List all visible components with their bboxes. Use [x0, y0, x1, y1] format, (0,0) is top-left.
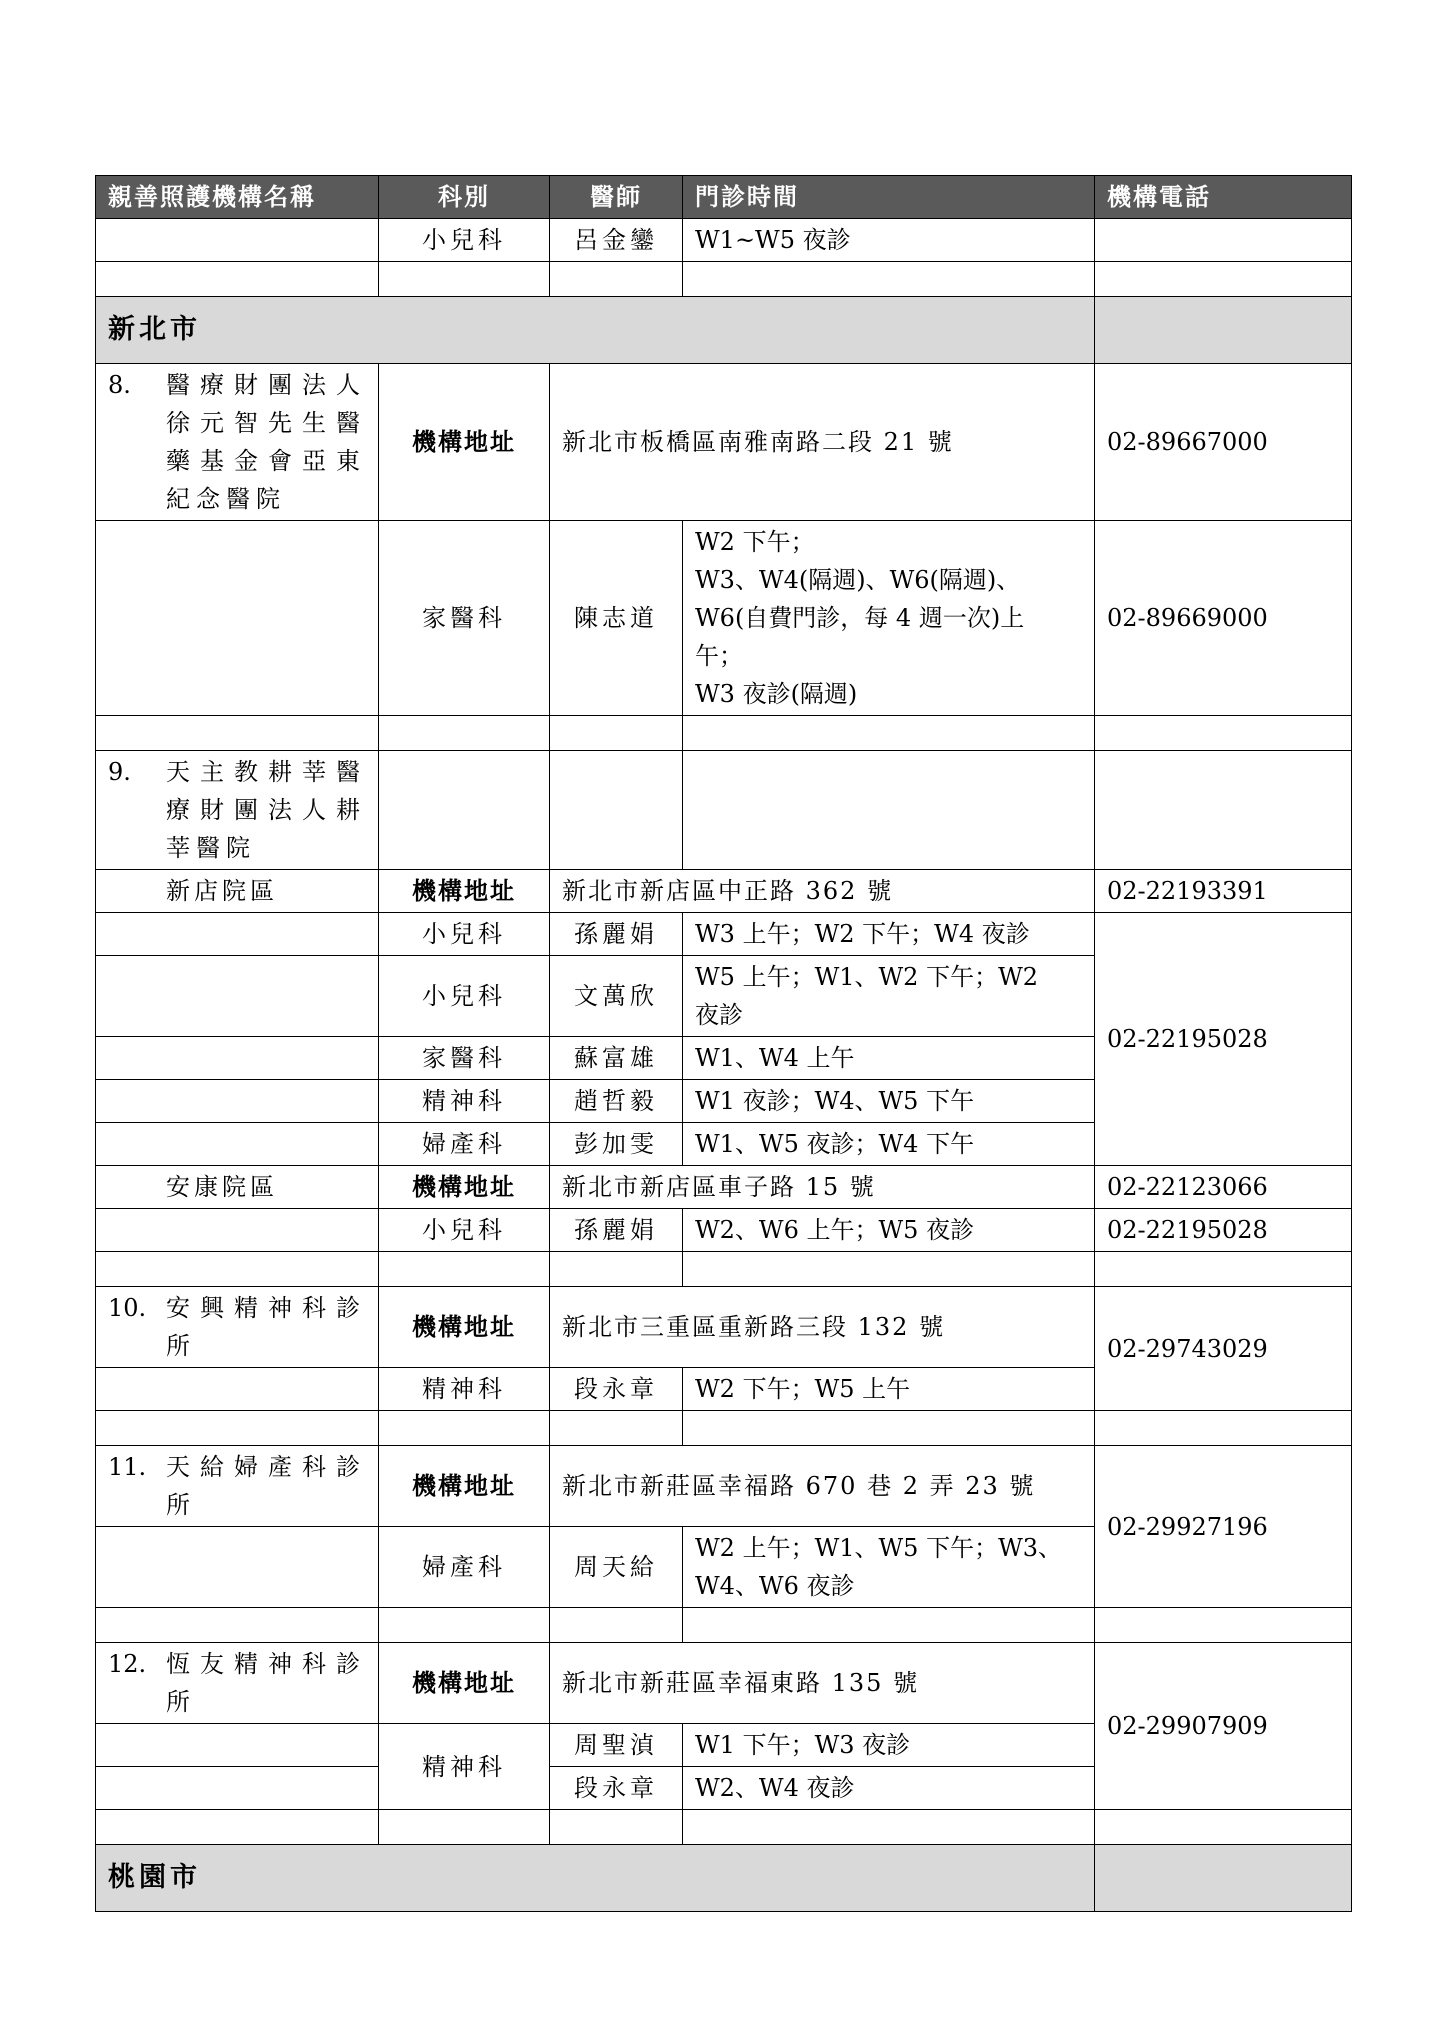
time-cell: W2 下午；W5 上午 — [683, 1368, 1095, 1411]
doctor-cell: 文萬欣 — [550, 956, 683, 1037]
time-line: W5 上午；W1、W2 下午；W2 — [695, 963, 1039, 991]
time-cell: W3 上午；W2 下午；W4 夜診 — [683, 913, 1095, 956]
table-row — [96, 1166, 1352, 1209]
region-phone-cell — [1095, 297, 1352, 364]
time-cell — [683, 1527, 1095, 1608]
doctor-cell: 孫麗娟 — [550, 1209, 683, 1252]
campus-name: 新店院區 — [166, 877, 278, 905]
table-header-row — [96, 176, 1352, 219]
region-title: 桃園市 — [96, 1845, 1095, 1912]
inst-cell — [96, 521, 379, 716]
institution-name: 恆友精神科診所 — [166, 1650, 366, 1716]
header-dept: 科別 — [379, 176, 550, 219]
table-row — [96, 913, 1352, 956]
table-row — [96, 219, 1352, 262]
campus-name: 安康院區 — [166, 1173, 278, 1201]
doctor-cell: 段永章 — [550, 1767, 683, 1810]
header-time: 門診時間 — [683, 176, 1095, 219]
time-line: W2 下午； — [695, 528, 815, 556]
time-line: W6(自費門診，每 4 週一次)上 — [695, 604, 1025, 632]
phone-cell: 02-29743029 — [1095, 1287, 1352, 1411]
address-cell: 新北市新莊區幸福路 670 巷 2 弄 23 號 — [550, 1446, 1095, 1527]
doctor-cell: 周天給 — [550, 1527, 683, 1608]
time-line: W2 上午；W1、W5 下午；W3、 — [695, 1534, 1063, 1562]
time-cell: W1~W5 夜診 — [683, 219, 1095, 262]
address-cell: 新北市新莊區幸福東路 135 號 — [550, 1643, 1095, 1724]
institution-cell — [96, 751, 379, 870]
blank-row — [96, 1252, 1352, 1287]
campus-cell — [96, 1166, 379, 1209]
time-line: W3、W4(隔週)、W6(隔週)、 — [695, 566, 1021, 594]
doctor-cell: 趙哲毅 — [550, 1080, 683, 1123]
blank-row — [96, 1608, 1352, 1643]
doctor-cell: 孫麗娟 — [550, 913, 683, 956]
dept-cell: 精神科 — [379, 1368, 550, 1411]
address-cell: 新北市板橋區南雅南路二段 21 號 — [550, 364, 1095, 521]
table-row — [96, 1287, 1352, 1368]
address-label: 機構地址 — [379, 1446, 550, 1527]
phone-cell — [1095, 219, 1352, 262]
time-cell: W1、W5 夜診；W4 下午 — [683, 1123, 1095, 1166]
institution-number: 8. — [108, 371, 131, 399]
table-row — [96, 751, 1352, 870]
time-line: 夜診 — [695, 1001, 743, 1029]
header-doctor: 醫師 — [550, 176, 683, 219]
time-cell: W1 下午；W3 夜診 — [683, 1724, 1095, 1767]
table-row — [96, 364, 1352, 521]
time-cell: W1、W4 上午 — [683, 1037, 1095, 1080]
dept-cell: 小兒科 — [379, 913, 550, 956]
time-cell — [683, 956, 1095, 1037]
time-cell: W2、W4 夜診 — [683, 1767, 1095, 1810]
phone-cell: 02-89669000 — [1095, 521, 1352, 716]
institution-name: 安興精神科診所 — [166, 1294, 366, 1360]
address-label: 機構地址 — [379, 870, 550, 913]
blank-row — [96, 716, 1352, 751]
institution-name: 天主教耕莘醫療財團法人耕莘醫院 — [166, 758, 366, 862]
header-phone: 機構電話 — [1095, 176, 1352, 219]
institution-cell — [96, 1643, 379, 1724]
phone-cell: 02-89667000 — [1095, 364, 1352, 521]
address-cell: 新北市新店區車子路 15 號 — [550, 1166, 1095, 1209]
dept-cell: 精神科 — [379, 1724, 550, 1810]
table-row — [96, 1643, 1352, 1724]
address-label: 機構地址 — [379, 1166, 550, 1209]
address-cell: 新北市三重區重新路三段 132 號 — [550, 1287, 1095, 1368]
phone-cell: 02-22195028 — [1095, 1209, 1352, 1252]
blank-row — [96, 1810, 1352, 1845]
phone-cell: 02-22193391 — [1095, 870, 1352, 913]
region-row — [96, 297, 1352, 364]
doctor-cell: 蘇富雄 — [550, 1037, 683, 1080]
phone-cell: 02-29907909 — [1095, 1643, 1352, 1810]
address-label: 機構地址 — [379, 1643, 550, 1724]
institution-number: 11. — [108, 1453, 147, 1481]
doctor-cell: 周聖湞 — [550, 1724, 683, 1767]
institution-cell — [96, 364, 379, 521]
campus-cell — [96, 870, 379, 913]
blank-row — [96, 1411, 1352, 1446]
dept-cell: 小兒科 — [379, 1209, 550, 1252]
address-label: 機構地址 — [379, 364, 550, 521]
phone-cell: 02-29927196 — [1095, 1446, 1352, 1608]
phone-cell: 02-22123066 — [1095, 1166, 1352, 1209]
table-row — [96, 1446, 1352, 1527]
dept-cell: 家醫科 — [379, 521, 550, 716]
dept-cell: 小兒科 — [379, 956, 550, 1037]
clinic-table — [95, 175, 1352, 1912]
region-title: 新北市 — [96, 297, 1095, 364]
dept-cell: 精神科 — [379, 1080, 550, 1123]
table-row — [96, 521, 1352, 716]
institution-number: 12. — [108, 1650, 147, 1678]
address-label: 機構地址 — [379, 1287, 550, 1368]
doctor-cell: 呂金鑾 — [550, 219, 683, 262]
time-line: W3 夜診(隔週) — [695, 680, 858, 708]
time-cell: W1 夜診；W4、W5 下午 — [683, 1080, 1095, 1123]
institution-name: 天給婦產科診所 — [166, 1453, 366, 1519]
dept-cell: 小兒科 — [379, 219, 550, 262]
doctor-cell: 陳志道 — [550, 521, 683, 716]
time-cell: W2、W6 上午；W5 夜診 — [683, 1209, 1095, 1252]
doctor-cell: 彭加雯 — [550, 1123, 683, 1166]
institution-cell — [96, 1446, 379, 1527]
table-row — [96, 1209, 1352, 1252]
blank-row — [96, 262, 1352, 297]
institution-number: 9. — [108, 758, 131, 786]
time-cell — [683, 521, 1095, 716]
region-row — [96, 1845, 1352, 1912]
address-cell: 新北市新店區中正路 362 號 — [550, 870, 1095, 913]
doctor-cell: 段永章 — [550, 1368, 683, 1411]
time-line: W4、W6 夜診 — [695, 1572, 855, 1600]
dept-cell: 婦產科 — [379, 1527, 550, 1608]
shared-phone-cell: 02-22195028 — [1095, 913, 1352, 1166]
table-row — [96, 870, 1352, 913]
institution-number: 10. — [108, 1294, 147, 1322]
dept-cell: 婦產科 — [379, 1123, 550, 1166]
time-line: 午； — [695, 642, 743, 670]
dept-cell: 家醫科 — [379, 1037, 550, 1080]
institution-name: 醫療財團法人徐元智先生醫藥基金會亞東紀念醫院 — [166, 371, 366, 513]
header-name: 親善照護機構名稱 — [96, 176, 379, 219]
region-phone-cell — [1095, 1845, 1352, 1912]
inst-cell — [96, 219, 379, 262]
institution-cell — [96, 1287, 379, 1368]
